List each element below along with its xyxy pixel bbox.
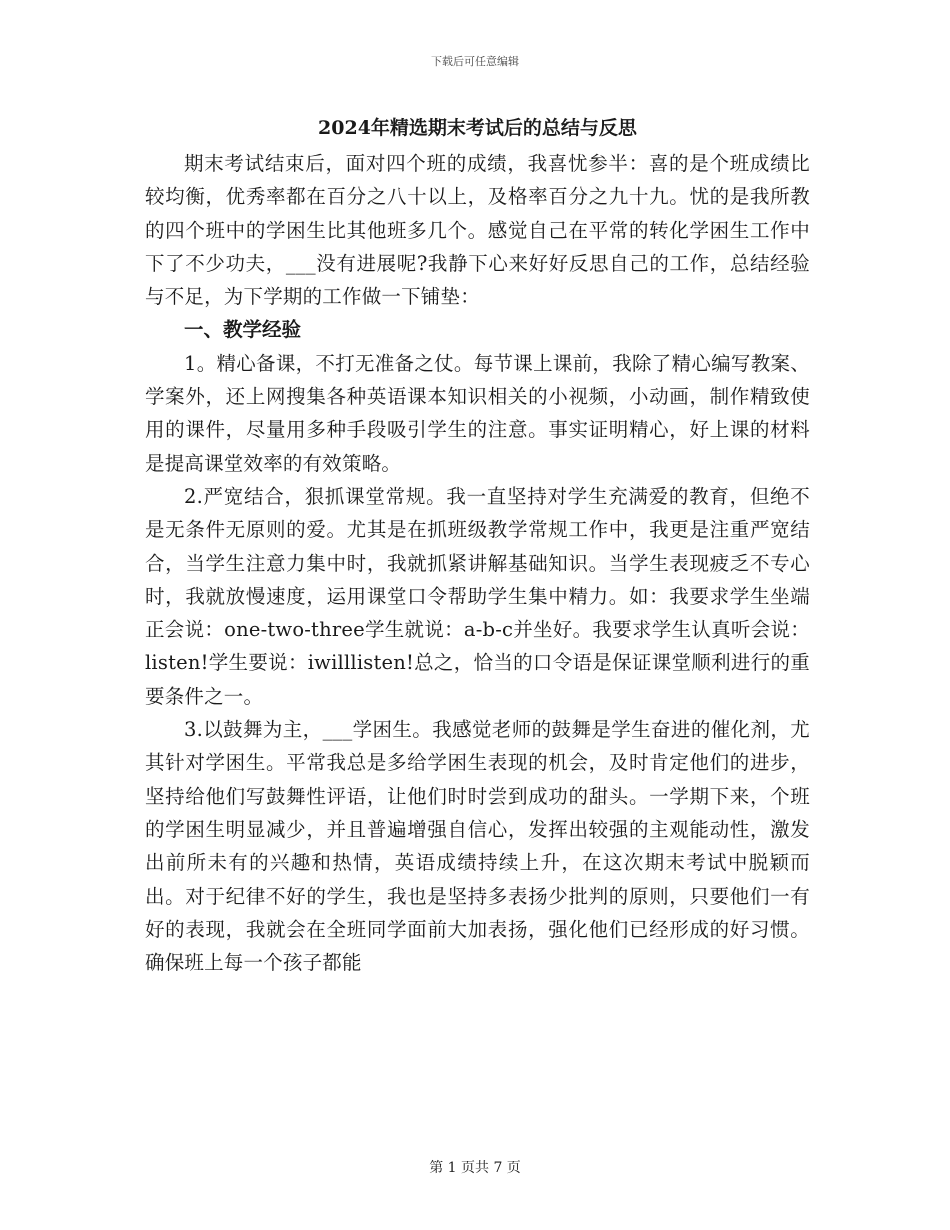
- paragraph-classroom-routine: 2.严宽结合，狠抓课堂常规。我一直坚持对学生充满爱的教育，但绝不是无条件无原则的爱。尤其是在抓班级教学常规工作中，我更是注重严宽结合，当学生注意力集中时，我就抓紧讲解基础知识。当学生表现疲乏不专心时，我就放慢速度，运用课堂口令帮助学生集中精力。如：我要求学生坐端正会说：one-two-three学生就说：a-b-c并坐好。我要求学生认真听会说：listen!学生要说：iwilllisten!总之，恰当的口令语是保证课堂顺利进行的重要条件之一。: [145, 484, 810, 708]
- document-title: 2024年精选期末考试后的总结与反思: [318, 117, 637, 139]
- intro-paragraph: 期末考试结束后，面对四个班的成绩，我喜忧参半：喜的是个班成绩比较均衡，优秀率都在百分之八十以上，及格率百分之九十九。忧的是我所教的四个班中的学困生比其他班多几个。感觉自己在平常的转化学困生工作中下了不少功夫，___没有进展呢?我静下心来好好反思自己的工作，总结经验与不足，为下学期的工作做一下铺垫：: [145, 152, 810, 309]
- paragraph-encouragement: 3.以鼓舞为主，___学困生。我感觉老师的鼓舞是学生奋进的催化剂，尤其针对学困生。平常我总是多给学困生表现的机会，及时肯定他们的进步，坚持给他们写鼓舞性评语，让他们时时尝到成功的甜头。一学期下来，个班的学困生明显减少，并且普遍增强自信心，发挥出较强的主观能动性，激发出前所未有的兴趣和热情，英语成绩持续上升，在这次期末考试中脱颖而出。对于纪律不好的学生，我也是坚持多表扬少批判的原则，只要他们一有好的表现，我就会在全班同学面前大加表扬，强化他们已经形成的好习惯。确保班上每一个孩子都能: [145, 718, 810, 975]
- paragraph-lesson-preparation: 1。精心备课，不打无准备之仗。每节课上课前，我除了精心编写教案、学案外，还上网搜集各种英语课本知识相关的小视频，小动画，制作精致使用的课件，尽量用多种手段吸引学生的注意。事实证明精心，好上课的材料是提高课堂效率的有效策略。: [145, 351, 810, 475]
- page-header: 下载后可任意编辑: [431, 55, 519, 68]
- document-body: [145, 112, 810, 979]
- section-heading-teaching-experience: 一、教学经验: [184, 318, 302, 342]
- page-footer: 第 1 页共 7 页: [429, 1160, 521, 1176]
